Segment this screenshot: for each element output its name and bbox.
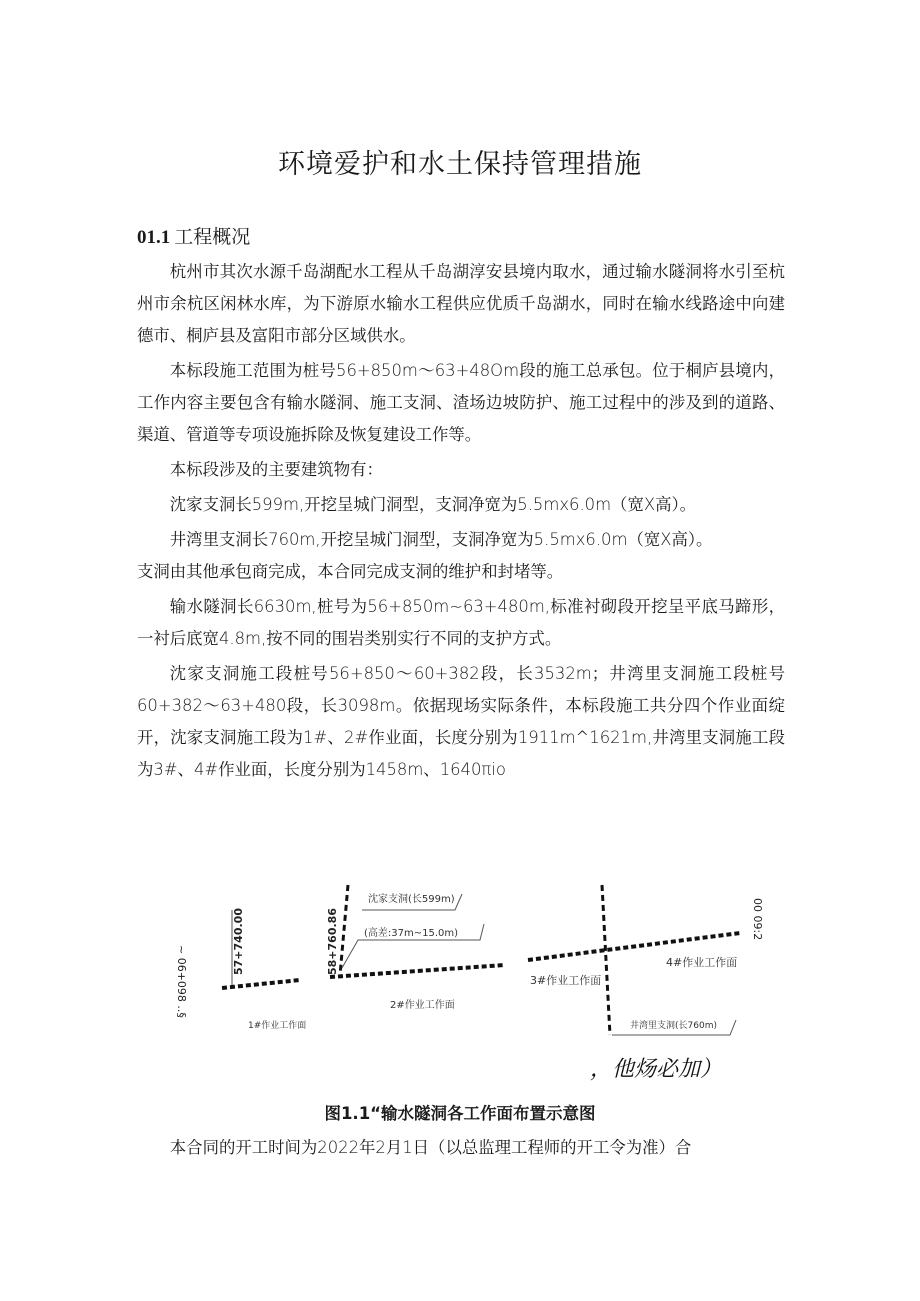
paragraph: 输水隧洞长6630m,桩号为56+850m~63+480m,标准衬砌段开挖呈平底马蹄形，一衬后底宽4.8m,按不同的围岩类别实行不同的支护方式。 [137,597,785,648]
jingwan-length-label: 井湾里支洞(长760m) [630,1021,717,1031]
shenjia-length-label: 沈家支洞(长599m) [368,894,455,905]
tunnel-layout-figure [150,880,790,1090]
section-number: 01.1 [137,227,171,248]
figure-caption: 图1.1“输水隧洞各工作面布置示意图 [324,1104,596,1123]
section-heading [137,222,250,249]
section-title: 工程概况 [174,226,251,248]
paragraph: 杭州市其次水源千岛湖配水工程从千岛湖淳安县境内取水，通过输水隧洞将水引至杭州市余杭区闲林水库，为下游原水输水工程供应优质千岛湖水，同时在输水线路途中向建德市、桐庐县及富阳市部分区域供水。 [137,262,785,345]
face1-label: 1#作业工作面 [248,1021,307,1031]
slope-label: (高差:37m~15.0m) [364,928,459,939]
face4-label: 4#作业工作面 [666,956,738,969]
paragraph: 沈家支洞施工段桩号56+850～60+382段，长3532m；井湾里支洞施工段桩号60+382～63+480段，长3098m。依据现场实际条件，本标段施工共分四个作业面绽开，沈家支洞施工段为1#、2#作业面，长度分别为1911m^1621m,井湾里支洞施工段为3#、4#作业面，长度分别为1458m、1640πio [137,664,785,779]
paragraph-last: 本合同的开工时间为2022年2月1日（以总监理工程师的开工令为准）合 [169,1138,692,1157]
station-label-3: 00 09:2 [751,898,764,941]
handwritten-note: ，他炀必加） [590,1057,723,1082]
jingwan-shaft-line [602,885,610,1035]
left-station-text: ~ 06+098 ..§ [175,945,188,1018]
face2-label: 2#作业工作面 [390,1000,455,1011]
paragraph: 井湾里支洞长760m,开挖呈城门洞型，支洞净宽为5.5mx6.0m（宽X高）。 [169,530,713,549]
tunnel-layout-diagram [150,880,790,1090]
shenjia-shaft-line [340,885,348,975]
paragraph: 沈家支洞长599m,开挖呈城门洞型，支洞净宽为5.5mx6.0m（宽X高）。 [169,495,697,514]
paragraph: 支洞由其他承包商完成，本合同完成支洞的维护和封堵等。 [137,562,564,581]
document-title: 环境爱护和水土保持管理措施 [278,149,642,180]
station-label-1: 57+740.00 [232,908,245,975]
body-text [137,256,785,789]
tunnel-line-face1 [222,980,300,988]
station-label-2: 58+760.86 [326,908,339,975]
face3-label: 3#作业工作面 [530,974,602,987]
paragraph: 本标段施工范围为桩号56+850m～63+48Om段的施工总承包。位于桐庐县境内，工作内容主要包含有输水隧洞、施工支洞、渣场边坡防护、施工过程中的涉及到的道路、渠道、管道等专项设施拆除及恢复建设工作等。 [137,361,785,444]
paragraph: 本标段涉及的主要建筑物有： [169,460,383,479]
tunnel-line-face2 [330,965,505,977]
